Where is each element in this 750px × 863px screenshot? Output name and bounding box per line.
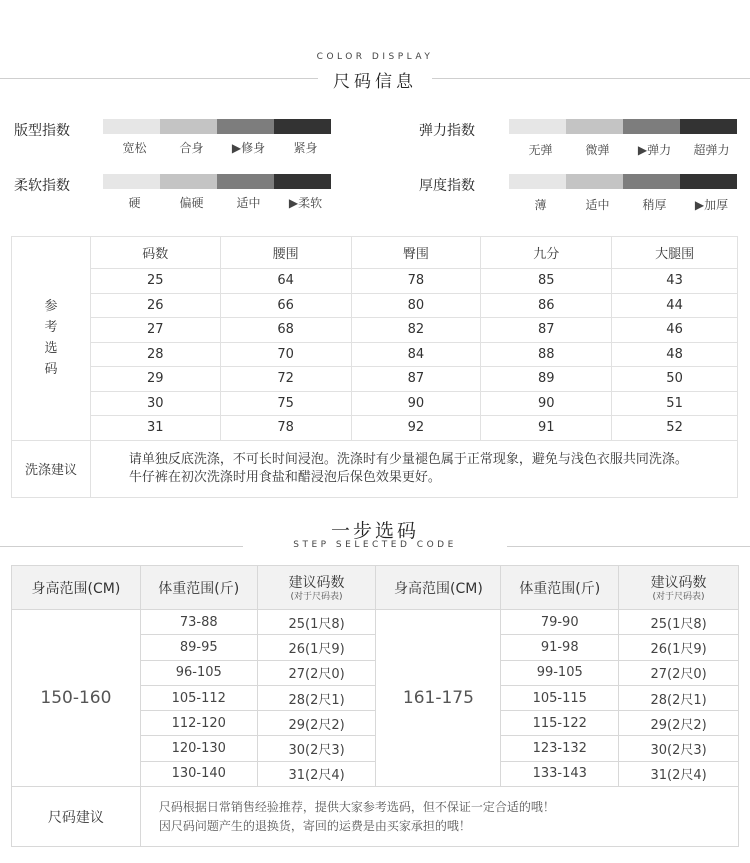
index-level-label: ▶修身 (231, 141, 266, 155)
weight-range-cell: 105-112 (140, 685, 257, 710)
size-cell: 29 (90, 367, 220, 392)
size-cell: 68 (220, 318, 351, 343)
weight-range-cell: 89-95 (140, 635, 257, 660)
size-cell: 89 (481, 367, 612, 392)
note-row (12, 787, 739, 847)
size-cell: 26 (90, 293, 220, 318)
index-bar-segment (680, 174, 737, 189)
rec-header-cell (619, 566, 739, 610)
rec-header-cell (501, 566, 619, 610)
rec-header-label: 体重范围(斤) (158, 580, 240, 597)
index-bar-segment (680, 119, 737, 134)
index-bar-segment (217, 174, 274, 189)
rec-header-label: 建议码数 (288, 575, 345, 591)
size-cell: 50 (612, 367, 738, 392)
size-cell: 43 (612, 269, 738, 294)
size-cell: 87 (351, 367, 481, 392)
index-label: 厚度指数 (419, 178, 475, 194)
suggested-size-cell: 31(2尺4) (257, 761, 376, 786)
index-level-label: ▶弹力 (637, 143, 672, 157)
size-cell: 88 (481, 342, 612, 367)
weight-range-cell: 120-130 (140, 736, 257, 761)
index-level-label: 薄 (534, 198, 547, 212)
rec-header-sublabel: (对于尺码表) (652, 592, 705, 602)
size-advice-line: 因尺码问题产生的退换货，寄回的运费是由买家承担的哦！ (158, 818, 471, 833)
index-level-label: 微弹 (585, 143, 610, 157)
size-cell: 72 (220, 367, 351, 392)
weight-range-cell: 133-143 (501, 761, 619, 786)
rec-header-label: 身高范围(CM) (394, 580, 483, 597)
weight-range-cell: 112-120 (140, 711, 257, 736)
table-row (12, 318, 738, 343)
suggested-size-cell: 29(2尺2) (619, 711, 739, 736)
suggested-size-cell: 28(2尺1) (257, 685, 376, 710)
index-bar-segment (509, 174, 566, 189)
reference-size-label (12, 237, 91, 441)
rec-header-label: 体重范围(斤) (519, 580, 601, 597)
suggested-size-cell: 29(2尺2) (257, 711, 376, 736)
index-bar-segment (217, 119, 274, 134)
size-cell: 91 (481, 416, 612, 441)
index-bar-segment (103, 174, 160, 189)
weight-range-cell: 115-122 (501, 711, 619, 736)
rec-header-row (12, 566, 739, 610)
reference-size-char: 选 (44, 341, 58, 357)
table-row (12, 391, 738, 416)
index-level-label: 宽松 (122, 141, 147, 155)
size-advice-label: 尺码建议 (12, 787, 141, 847)
section-title: 尺码信息 (333, 72, 417, 92)
index-label: 柔软指数 (14, 178, 70, 194)
section-subtitle-en-2: STEP SELECTED CODE (293, 540, 457, 550)
size-cell: 52 (612, 416, 738, 441)
table-row (12, 610, 739, 635)
size-cell: 30 (90, 391, 220, 416)
rec-header-cell (12, 566, 141, 610)
size-cell: 44 (612, 293, 738, 318)
size-cell: 92 (351, 416, 481, 441)
suggested-size-cell: 27(2尺0) (619, 660, 739, 685)
size-cell: 87 (481, 318, 612, 343)
rec-header-cell (376, 566, 501, 610)
size-cell: 31 (90, 416, 220, 441)
rec-header-label: 建议码数 (650, 575, 707, 591)
weight-range-cell: 105-115 (501, 685, 619, 710)
size-cell: 80 (351, 293, 481, 318)
size-header-cell: 九分 (481, 237, 612, 269)
size-cell: 25 (90, 269, 220, 294)
wash-label: 洗涤建议 (12, 440, 91, 497)
rec-header-cell (140, 566, 257, 610)
weight-range-cell: 79-90 (501, 610, 619, 635)
size-cell: 90 (481, 391, 612, 416)
wash-line: 牛仔裤在初次洗涤时用食盐和醋浸泡后保色效果更好。 (128, 469, 441, 485)
suggested-size-cell: 26(1尺9) (619, 635, 739, 660)
weight-range-cell: 91-98 (501, 635, 619, 660)
index-bar-segment (566, 174, 623, 189)
size-cell: 78 (220, 416, 351, 441)
size-cell: 27 (90, 318, 220, 343)
size-cell: 64 (220, 269, 351, 294)
table-row (12, 293, 738, 318)
suggested-size-cell: 25(1尺8) (619, 610, 739, 635)
index-bar-segment (623, 174, 680, 189)
size-cell: 66 (220, 293, 351, 318)
reference-size-char: 码 (44, 362, 58, 378)
index-label: 版型指数 (14, 123, 70, 139)
size-cell: 28 (90, 342, 220, 367)
size-advice-text (140, 787, 738, 847)
size-cell: 48 (612, 342, 738, 367)
table-row (12, 269, 738, 294)
index-level-label: 适中 (585, 198, 610, 212)
table-row (12, 342, 738, 367)
index-bar-segment (160, 174, 217, 189)
size-recommendation-table (11, 565, 739, 847)
size-cell: 70 (220, 342, 351, 367)
suggested-size-cell: 31(2尺4) (619, 761, 739, 786)
reference-size-char: 参 (44, 299, 58, 315)
size-cell: 84 (351, 342, 481, 367)
index-bar-segment (274, 174, 331, 189)
suggested-size-cell: 30(2尺3) (619, 736, 739, 761)
index-level-label: ▶柔软 (288, 196, 323, 210)
index-level-label: 无弹 (528, 143, 553, 157)
weight-range-cell: 123-132 (501, 736, 619, 761)
index-bar-segment (274, 119, 331, 134)
suggested-size-cell: 25(1尺8) (257, 610, 376, 635)
index-bar-segment (160, 119, 217, 134)
height-range-left: 150-160 (12, 610, 141, 787)
suggested-size-cell: 30(2尺3) (257, 736, 376, 761)
weight-range-cell: 73-88 (140, 610, 257, 635)
index-level-label: 紧身 (293, 141, 318, 155)
reference-size-char: 考 (44, 320, 58, 336)
index-level-label: 偏硬 (179, 196, 204, 210)
index-label: 弹力指数 (419, 123, 475, 139)
index-bar-segment (566, 119, 623, 134)
suggested-size-cell: 27(2尺0) (257, 660, 376, 685)
table-row (12, 416, 738, 441)
index-level-label: 适中 (236, 196, 261, 210)
index-level-label: 超弹力 (693, 143, 730, 157)
size-advice-line: 尺码根据日常销售经验推荐，提供大家参考选码，但不保证一定合适的哦！ (158, 799, 555, 814)
wash-instructions (90, 440, 737, 497)
index-level-label: ▶加厚 (694, 198, 729, 212)
size-header-cell: 码数 (90, 237, 220, 269)
size-header-cell: 大腿围 (612, 237, 738, 269)
size-cell: 75 (220, 391, 351, 416)
size-cell: 51 (612, 391, 738, 416)
rec-header-cell (257, 566, 376, 610)
index-level-label: 硬 (128, 196, 141, 210)
height-range-right: 161-175 (376, 610, 501, 787)
index-level-label: 合身 (179, 141, 204, 155)
weight-range-cell: 96-105 (140, 660, 257, 685)
index-bar-segment (623, 119, 680, 134)
wash-row (12, 440, 738, 497)
size-cell: 82 (351, 318, 481, 343)
index-bar-segment (103, 119, 160, 134)
suggested-size-cell: 28(2尺1) (619, 685, 739, 710)
size-cell: 46 (612, 318, 738, 343)
wash-line: 请单独反底洗涤，不可长时间浸泡。洗涤时有少量褪色属于正常现象，避免与浅色衣服共同洗涤。 (128, 451, 688, 467)
weight-range-cell: 130-140 (140, 761, 257, 786)
size-header-row (12, 237, 738, 269)
suggested-size-cell: 26(1尺9) (257, 635, 376, 660)
rec-header-label: 身高范围(CM) (31, 580, 121, 597)
size-cell: 78 (351, 269, 481, 294)
section-title-2: 一步选码 (330, 520, 419, 542)
size-reference-table (11, 236, 738, 498)
table-row (12, 367, 738, 392)
weight-range-cell: 99-105 (501, 660, 619, 685)
rec-header-sublabel: (对于尺码表) (290, 592, 343, 602)
size-header-cell: 臀围 (351, 237, 481, 269)
index-bar-segment (509, 119, 566, 134)
size-header-cell: 腰围 (220, 237, 351, 269)
index-level-label: 稍厚 (642, 198, 667, 212)
section-subtitle-en: COLOR DISPLAY (316, 52, 434, 62)
size-cell: 90 (351, 391, 481, 416)
size-cell: 85 (481, 269, 612, 294)
size-cell: 86 (481, 293, 612, 318)
